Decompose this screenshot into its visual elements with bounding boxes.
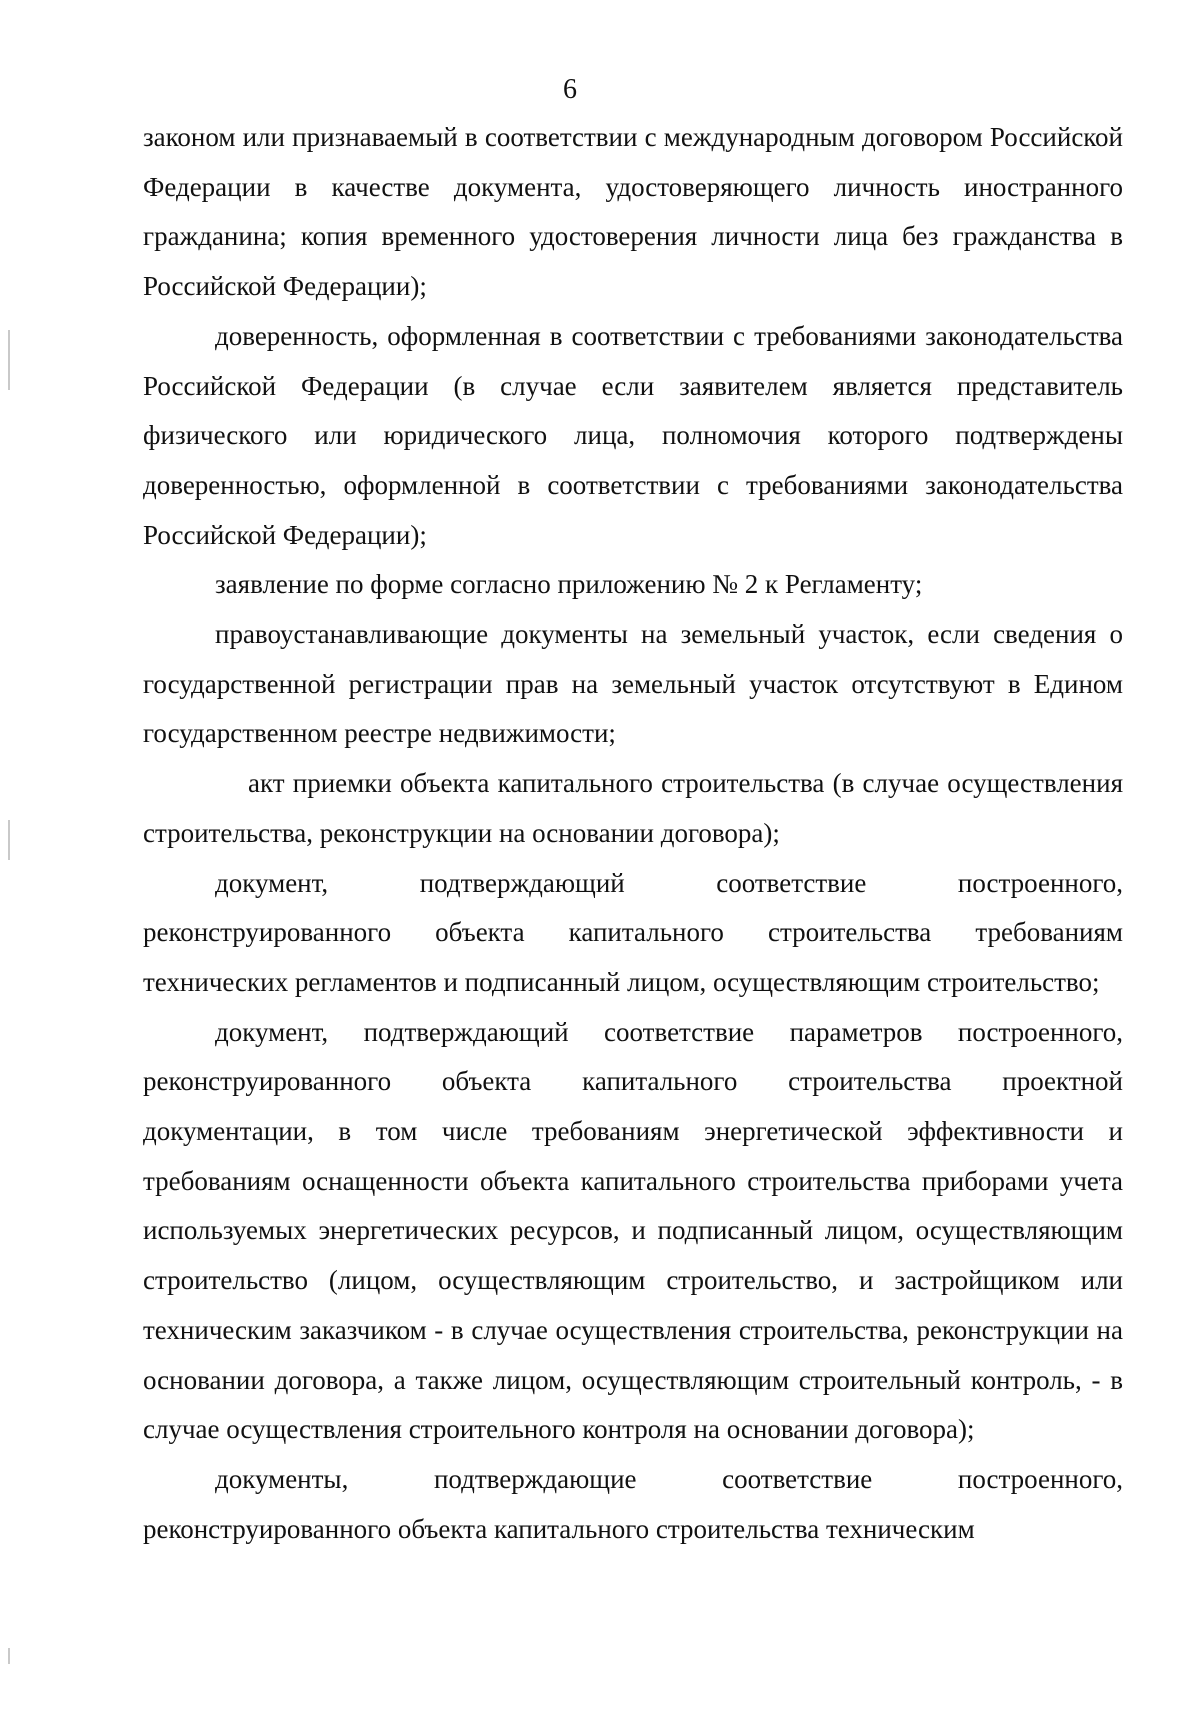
scan-artifact [8,330,10,390]
paragraph-technical-regulations-document: документ, подтверждающий соответствие построенного, реконструированного объекта капитального строительства требованиям технических регламентов и подписанный лицом, осуществляющим строительство; [143,867,1123,997]
scan-artifact [8,1648,10,1664]
page-number: 6 [563,74,577,105]
paragraph-acceptance-act: акт приемки объекта капитального строительства (в случае осуществления строительства, реконструкции на основании договора); [143,768,1123,848]
document-body [143,113,1123,1554]
paragraph-power-of-attorney: доверенность, оформленная в соответствии с требованиями законодательства Российской Федерации (в случае если заявителем является представитель физического или юридического лица, полномочия которого подтверждены доверенностью, оформленной в соответствии с требованиями законодательства Российской Федерации); [143,320,1123,550]
paragraph-identity-document: законом или признаваемый в соответствии с международным договором Российской Федерации в качестве документа, удостоверяющего личность иностранного гражданина; копия временного удостоверения личности лица без гражданства в Российской Федерации); [143,122,1123,302]
scan-artifact [8,820,10,860]
paragraph-land-title-documents: правоустанавливающие документы на земельный участок, если сведения о государственной регистрации прав на земельный участок отсутствуют в Едином государственном реестре недвижимости; [143,619,1123,749]
paragraph-project-compliance-document: документ, подтверждающий соответствие параметров построенного, реконструированного объекта капитального строительства проектной документации, в том числе требованиям энергетической эффективности и требованиям оснащенности объекта капитального строительства приборами учета используемых энергетических ресурсов, и подписанный лицом, осуществляющим строительство (лицом, осуществляющим строительство, и застройщиком или техническим заказчиком - в случае осуществления строительства, реконструкции на основании договора, а также лицом, осуществляющим строительный контроль, - в случае осуществления строительного контроля на основании договора); [143,1016,1123,1445]
paragraph-application-form: заявление по форме согласно приложению № 2 к Регламенту; [215,569,923,600]
paragraph-technical-conditions-documents: документы, подтверждающие соответствие построенного, реконструированного объекта капитального строительства техническим [143,1463,1123,1544]
